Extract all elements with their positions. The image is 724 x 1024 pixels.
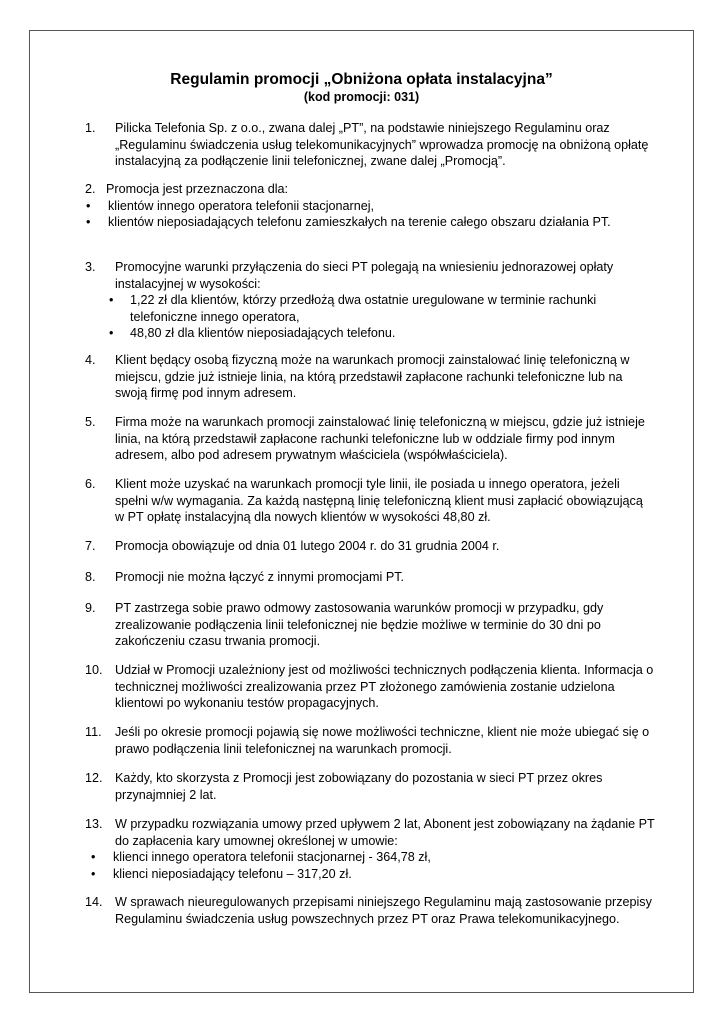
- regulation-item-14: [85, 894, 655, 927]
- bullet-item: • klienci innego operatora telefonii stacjonarnej - 364,78 zł,: [91, 850, 431, 865]
- item-text: Klient może uzyskać na warunkach promocji tyle linii, ile posiada u innego operatora, jeżeli spełni w/w wymagania. Za każdą następną linię telefoniczną klient musi zapłacić obowiązującą w PT opłatę instalacyjną dla nowych klientów w wysokości 48,80 zł.: [115, 477, 643, 525]
- item-text: Firma może na warunkach promocji zainstalować linię telefoniczną w miejscu, gdzie już istnieje linia, na którą przedstawił zapłacone rachunki telefoniczne lub w oddziale firmy pod innym adresem, albo pod adresem prywatnym właściciela (współwłaściciela).: [115, 415, 645, 463]
- item-text: Promocja obowiązuje od dnia 01 lutego 2004 r. do 31 grudnia 2004 r.: [115, 539, 500, 553]
- regulation-item-3: [85, 259, 655, 342]
- bullet-item: • klientów nieposiadających telefonu zamieszkałych na terenie całego obszaru działania PT.: [86, 215, 611, 230]
- item-text: W sprawach nieuregulowanych przepisami niniejszego Regulaminu mają zastosowanie przepisy Regulaminu świadczenia usług powszechnych przez PT oraz Prawa telekomunikacyjnego.: [115, 895, 652, 926]
- item-number: 5.: [85, 415, 96, 429]
- regulation-item-9: [85, 600, 655, 650]
- item-text: Jeśli po okresie promocji pojawią się nowe możliwości techniczne, klient nie może ubiegać się o prawo podłączenia linii telefonicznej na warunkach promocji.: [115, 725, 650, 756]
- item-number: 2.: [85, 182, 96, 196]
- bullet-list: [85, 198, 655, 231]
- item-text: Każdy, kto skorzysta z Promocji jest zobowiązany do pozostania w sieci PT przez okres przynajmniej 2 lat.: [115, 771, 603, 802]
- item-text: Klient będący osobą fizyczną może na warunkach promocji zainstalować linię telefoniczną w miejscu, gdzie już istnieje linia, na którą przedstawił zapłacone rachunki telefoniczne lub na swoją firmę pod innym adresem.: [115, 353, 630, 401]
- bullet-item: • 1,22 zł dla klientów, którzy przedłożą dwa ostatnie uregulowane w terminie rachunki telefoniczne innego operatora,: [109, 293, 597, 324]
- item-number: 4.: [85, 353, 96, 367]
- item-number: 11.: [85, 725, 102, 739]
- item-number: 12.: [85, 771, 103, 785]
- item-text: Promocji nie można łączyć z innymi promocjami PT.: [115, 570, 405, 584]
- regulation-item-10: [85, 662, 655, 712]
- document-title: Regulamin promocji „Obniżona opłata instalacyjna”: [170, 71, 553, 88]
- item-text: Promocja jest przeznaczona dla:: [106, 182, 289, 196]
- item-number: 9.: [85, 601, 96, 615]
- item-text: Pilicka Telefonia Sp. z o.o., zwana dalej „PT”, na podstawie niniejszego Regulaminu oraz „Regulaminu świadczenia usług telekomunikacyjnych” wprowadza promocję na obniżoną opłatę instalacyjną za podłączenie linii telefonicznej, zwane dalej „Promocją”.: [115, 121, 649, 169]
- document-subtitle: (kod promocji: 031): [303, 90, 420, 104]
- bullet-icon: •: [86, 198, 91, 213]
- regulation-item-8: [85, 569, 655, 586]
- bullet-list: [63, 849, 655, 882]
- item-number: 1.: [85, 121, 96, 135]
- regulation-item-1: [85, 120, 655, 170]
- regulation-item-4: [85, 352, 655, 402]
- regulation-item-13: [85, 816, 655, 882]
- bullet-item: • klientów innego operatora telefonii stacjonarnej,: [86, 198, 375, 213]
- bullet-item: • 48,80 zł dla klientów nieposiadających telefonu.: [109, 326, 396, 341]
- item-number: 7.: [85, 539, 96, 553]
- bullet-icon: •: [91, 866, 96, 881]
- item-number: 8.: [85, 570, 96, 584]
- regulation-item-7: [85, 538, 655, 555]
- bullet-icon: •: [91, 850, 96, 865]
- bullet-icon: •: [109, 293, 114, 308]
- regulation-item-2: [85, 181, 655, 231]
- item-number: 10.: [85, 663, 103, 677]
- item-number: 3.: [85, 260, 96, 274]
- bullet-list: [85, 292, 655, 342]
- regulation-item-5: [85, 414, 655, 464]
- document-page: [29, 30, 694, 993]
- bullet-item: • klienci nieposiadający telefonu – 317,20 zł.: [91, 866, 352, 881]
- regulation-item-12: [85, 770, 655, 803]
- item-number: 13.: [85, 817, 103, 831]
- item-text: Promocyjne warunki przyłączenia do sieci PT polegają na wniesieniu jednorazowej opłaty instalacyjnej w wysokości:: [115, 260, 614, 291]
- item-number: 6.: [85, 477, 96, 491]
- bullet-icon: •: [86, 215, 91, 230]
- item-number: 14.: [85, 895, 103, 909]
- bullet-icon: •: [109, 326, 114, 341]
- item-text: PT zastrzega sobie prawo odmowy zastosowania warunków promocji w przypadku, gdy zrealizowanie podłączenia linii telefonicznej nie będzie możliwe w terminie do 30 dni po zakończeniu czasu trwania promocji.: [115, 601, 604, 649]
- item-text: W przypadku rozwiązania umowy przed upływem 2 lat, Abonent jest zobowiązany na żądanie PT do zapłacenia kary umownej określonej w umowie:: [115, 817, 655, 848]
- regulation-item-6: [85, 476, 655, 526]
- regulation-item-11: [85, 724, 655, 757]
- item-text: Udział w Promocji uzależniony jest od możliwości technicznych podłączenia klienta. Informacja o technicznej możliwości zrealizowania przez PT złożonego zamówienia zostanie udzielona klientowi po wykonaniu testów propagacyjnych.: [115, 663, 654, 711]
